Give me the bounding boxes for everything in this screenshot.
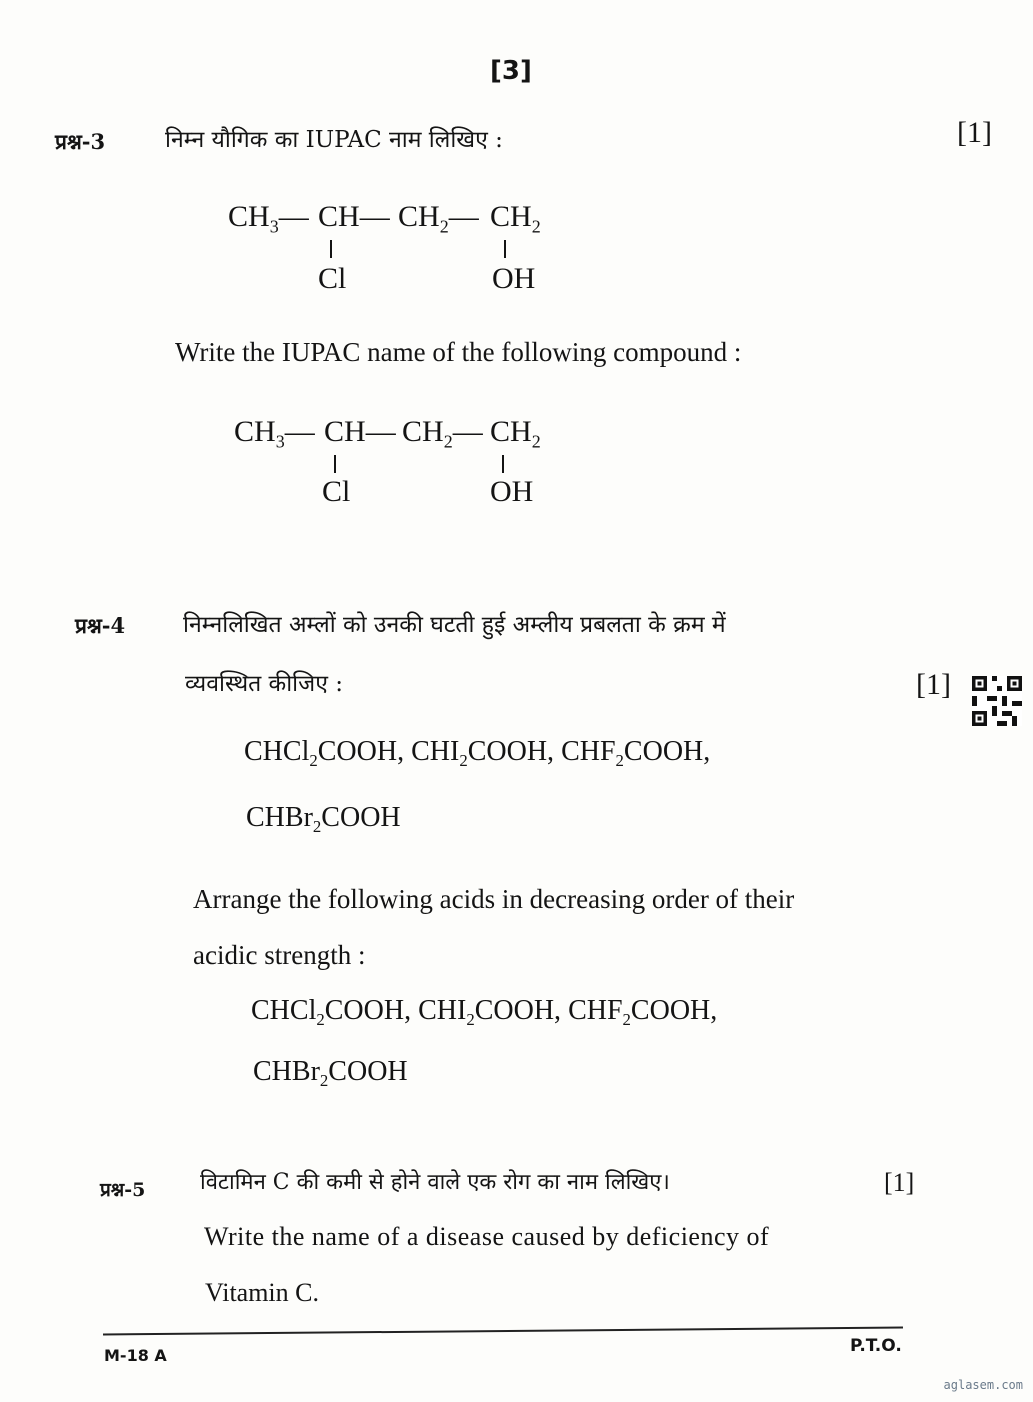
q3-marks: [1]	[957, 116, 992, 149]
struct-cl: Cl	[318, 262, 347, 295]
q5-marks: [1]	[884, 1168, 915, 1197]
paper-code: M-18 A	[104, 1346, 167, 1365]
struct-ch3: $CH_3—$	[228, 200, 309, 237]
struct-ch2: $CH_2—$	[398, 200, 479, 237]
q3-label: प्रश्न-3	[55, 129, 106, 154]
q5-label: प्रश्न-5	[100, 1179, 146, 1201]
q5-english-line2: Vitamin C.	[205, 1278, 319, 1307]
pto-label: P.T.O.	[850, 1336, 902, 1356]
bond-to-oh	[504, 240, 506, 258]
q3-hindi-text: निम्न यौगिक का IUPAC नाम लिखिए :	[165, 127, 503, 153]
struct-ch2: $CH_2—$	[402, 415, 483, 452]
q4-acids-english-line2: CHBr$_2$COOH	[253, 1056, 408, 1090]
q4-hindi-line2: व्यवस्थित कीजिए :	[185, 671, 343, 697]
q3-structure-english	[234, 415, 574, 515]
qr-code-icon	[972, 676, 1022, 726]
struct-oh: OH	[490, 475, 534, 508]
bond-to-oh	[502, 455, 504, 473]
q4-acids-english-line1: CHCl$_2$COOH, $CHI_2COOH$, $CHF_2COOH$,	[251, 995, 718, 1029]
q4-label: प्रश्न-4	[75, 613, 126, 638]
struct-ch3: $CH_3—$	[234, 415, 315, 452]
watermark: aglasem.com	[943, 1378, 1023, 1392]
q4-english-line1: Arrange the following acids in decreasing order of their	[193, 884, 795, 914]
q4-english-line2: acidic strength :	[193, 940, 366, 970]
bond-to-cl	[330, 240, 332, 258]
footer-divider	[103, 1327, 903, 1336]
q5-english-line1: Write the name of a disease caused by deficiency of	[204, 1222, 770, 1251]
q3-english-text: Write the IUPAC name of the following compound :	[175, 337, 742, 367]
q4-acids-hindi-line2: CHBr$_2$COOH	[246, 802, 401, 836]
bond-to-cl	[334, 455, 336, 473]
q5-hindi-text: विटामिन C की कमी से होने वाले एक रोग का नाम लिखिए।	[200, 1170, 670, 1195]
page-number: [3]	[490, 56, 532, 86]
struct-ch2-terminal: $CH_2$	[490, 200, 541, 237]
struct-ch: CH—	[318, 200, 390, 233]
struct-ch: CH—	[324, 415, 396, 448]
q4-acids-hindi-line1: CHCl$_2$COOH, $CHI_2COOH$, $CHF_2COOH$,	[244, 736, 711, 770]
q3-structure-hindi	[228, 200, 568, 300]
struct-oh: OH	[492, 262, 536, 295]
q4-hindi-line1: निम्नलिखित अम्लों को उनकी घटती हुई अम्लीय प्रबलता के क्रम में	[183, 612, 726, 638]
struct-ch2-terminal: $CH_2$	[490, 415, 541, 452]
q4-marks: [1]	[916, 668, 951, 701]
struct-cl: Cl	[322, 475, 351, 508]
